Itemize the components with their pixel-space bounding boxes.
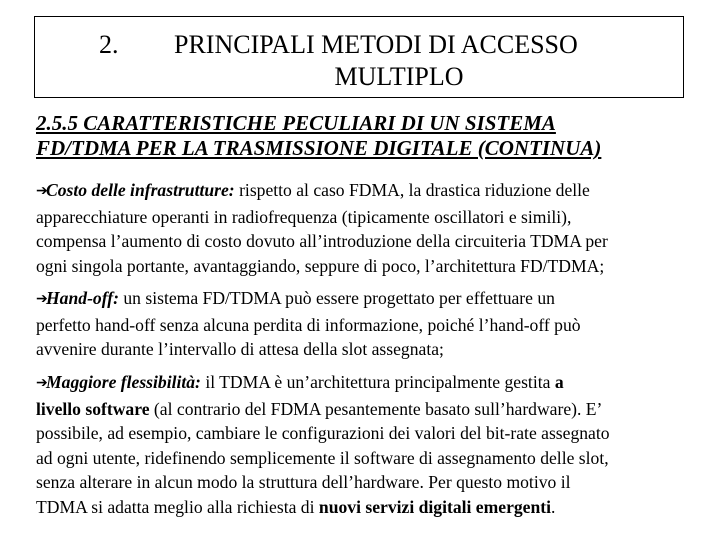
text-line: . [551, 496, 556, 517]
subtitle-line1: 2.5.5 CARATTERISTICHE PECULIARI DI UN SISTEMA [36, 111, 556, 135]
arrow-right-icon: ➔ [36, 292, 48, 307]
paragraph-lead: Costo delle infrastrutture: [46, 180, 235, 200]
title-box [34, 16, 684, 98]
bold-text: nuovi servizi digitali emergenti [318, 496, 552, 517]
text-line: senza alterare in alcun modo la struttura dell’hardware. Per questo motivo il [36, 472, 571, 492]
page-title-line2: MULTIPLO [334, 62, 464, 91]
section-number: 2. [99, 30, 119, 59]
text-line: ogni singola portante, avantaggiando, seppure di poco, l’architettura FD/TDMA; [36, 255, 605, 276]
text-line: ad ogni utente, ridefinendo semplicemente il software di assegnamento delle slot, [36, 447, 609, 468]
text-line: TDMA si adatta meglio alla richiesta di [36, 496, 319, 517]
subtitle-line2: FD/TDMA PER LA TRASMISSIONE DIGITALE (CONTINUA) [36, 136, 602, 160]
paragraph-handoff [36, 286, 702, 362]
page-title-line1: PRINCIPALI METODI DI ACCESSO [174, 30, 578, 59]
text-line: perfetto hand-off senza alcuna perdita di informazione, poiché l’hand-off può [36, 314, 581, 335]
section-subtitle [36, 111, 706, 161]
paragraph-flessibilita [36, 370, 702, 519]
paragraph-lead: Hand-off: [46, 288, 119, 308]
text-line: apparecchiature operanti in radiofrequenza (tipicamente oscillatori e simili), [36, 206, 572, 227]
text-line: il TDMA è un’architettura principalmente gestita [200, 372, 555, 392]
arrow-right-icon: ➔ [36, 376, 48, 391]
paragraph-costo [36, 178, 702, 278]
text-line: un sistema FD/TDMA può essere progettato per effettuare un [118, 288, 555, 308]
text-line: avvenire durante l’intervallo di attesa della slot assegnata; [36, 339, 444, 359]
text-line: compensa l’aumento di costo dovuto all’introduzione della circuiteria TDMA per [36, 231, 608, 251]
text-line: rispetto al caso FDMA, la drastica riduzione delle [234, 180, 590, 200]
text-line: (al contrario del FDMA pesantemente basato sull’hardware). E’ [149, 398, 603, 419]
paragraph-lead: Maggiore flessibilità: [46, 372, 201, 392]
text-line: possibile, ad esempio, cambiare le configurazioni dei valori del bit-rate assegnato [36, 423, 610, 443]
arrow-right-icon: ➔ [36, 184, 48, 199]
bold-text: a [554, 372, 564, 392]
bold-text: livello software [36, 398, 150, 419]
